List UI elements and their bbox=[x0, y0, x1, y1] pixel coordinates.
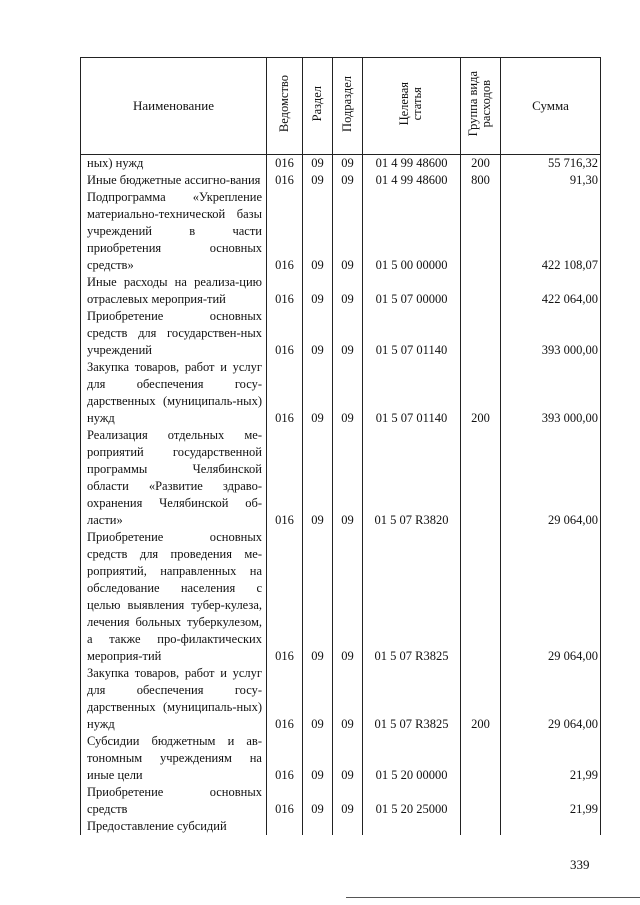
header-subsection-cell bbox=[333, 58, 363, 155]
row-department: 016 bbox=[267, 274, 303, 308]
row-department: 016 bbox=[267, 189, 303, 274]
row-sum: 21,99 bbox=[501, 784, 601, 818]
row-subsection: 09 bbox=[333, 274, 363, 308]
row-subsection: 09 bbox=[333, 529, 363, 665]
budget-table bbox=[80, 57, 601, 835]
row-subsection: 09 bbox=[333, 784, 363, 818]
row-sum: 422 108,07 bbox=[501, 189, 601, 274]
row-sum: 29 064,00 bbox=[501, 427, 601, 529]
row-sum: 393 000,00 bbox=[501, 359, 601, 427]
row-subsection: 09 bbox=[333, 308, 363, 359]
table-row bbox=[81, 427, 601, 529]
header-expense-group-cell bbox=[461, 58, 501, 155]
row-section: 09 bbox=[303, 427, 333, 529]
table-row bbox=[81, 172, 601, 189]
row-sum: 91,30 bbox=[501, 172, 601, 189]
row-name: Приобретение основных средств для государствен-ных учреждений bbox=[81, 308, 267, 359]
row-department: 016 bbox=[267, 308, 303, 359]
row-name: Подпрограмма «Укрепление материально-технической базы учреждений в части приобретения основных средств» bbox=[81, 189, 267, 274]
row-department bbox=[267, 818, 303, 835]
header-subsection: Подраздел bbox=[339, 76, 354, 132]
row-sum: 422 064,00 bbox=[501, 274, 601, 308]
header-department: Ведомство bbox=[276, 75, 291, 133]
row-expense-group bbox=[461, 308, 501, 359]
page-number: 339 bbox=[570, 857, 590, 872]
header-target: Целевая статья bbox=[397, 82, 425, 126]
row-name: Предоставление субсидий bbox=[81, 818, 267, 835]
row-name: Иные расходы на реализа-цию отраслевых мероприя-тий bbox=[81, 274, 267, 308]
table-row bbox=[81, 529, 601, 665]
table-row bbox=[81, 665, 601, 733]
row-department: 016 bbox=[267, 172, 303, 189]
row-sum bbox=[501, 818, 601, 835]
table-row bbox=[81, 189, 601, 274]
row-subsection: 09 bbox=[333, 155, 363, 173]
row-expense-group: 800 bbox=[461, 172, 501, 189]
row-name: Субсидии бюджетным и ав-тономным учреждениям на иные цели bbox=[81, 733, 267, 784]
row-section: 09 bbox=[303, 308, 333, 359]
table-row bbox=[81, 818, 601, 835]
row-subsection bbox=[333, 818, 363, 835]
row-section: 09 bbox=[303, 529, 333, 665]
row-name: ных) нужд bbox=[81, 155, 267, 173]
footer-rule bbox=[346, 897, 640, 898]
row-name: Закупка товаров, работ и услуг для обеспечения госу-дарственных (муниципаль-ных) нужд bbox=[81, 359, 267, 427]
row-expense-group bbox=[461, 529, 501, 665]
row-section: 09 bbox=[303, 189, 333, 274]
row-expense-group bbox=[461, 784, 501, 818]
table-header bbox=[81, 58, 601, 155]
row-department: 016 bbox=[267, 665, 303, 733]
row-target: 01 5 07 00000 bbox=[363, 274, 461, 308]
header-name: Наименование bbox=[81, 58, 267, 155]
row-department: 016 bbox=[267, 155, 303, 173]
row-sum: 55 716,32 bbox=[501, 155, 601, 173]
row-name: Реализация отдельных ме-роприятий государственной программы Челябинской области «Развитие здраво-охранения Челябинской об-ласти» bbox=[81, 427, 267, 529]
row-target: 01 5 07 R3825 bbox=[363, 665, 461, 733]
row-name: Иные бюджетные ассигно-вания bbox=[81, 172, 267, 189]
row-department: 016 bbox=[267, 529, 303, 665]
row-section: 09 bbox=[303, 274, 333, 308]
row-subsection: 09 bbox=[333, 189, 363, 274]
row-name: Приобретение основных средств bbox=[81, 784, 267, 818]
row-department: 016 bbox=[267, 733, 303, 784]
header-section-cell bbox=[303, 58, 333, 155]
row-section bbox=[303, 818, 333, 835]
row-target: 01 5 07 R3825 bbox=[363, 529, 461, 665]
table-row bbox=[81, 359, 601, 427]
row-section: 09 bbox=[303, 784, 333, 818]
row-expense-group bbox=[461, 189, 501, 274]
table-row bbox=[81, 155, 601, 173]
row-section: 09 bbox=[303, 155, 333, 173]
row-target: 01 5 20 25000 bbox=[363, 784, 461, 818]
row-sum: 29 064,00 bbox=[501, 665, 601, 733]
row-target: 01 5 07 R3820 bbox=[363, 427, 461, 529]
row-sum: 393 000,00 bbox=[501, 308, 601, 359]
header-expense-group: Группа вида расходов bbox=[466, 71, 494, 137]
row-expense-group: 200 bbox=[461, 665, 501, 733]
row-target: 01 4 99 48600 bbox=[363, 172, 461, 189]
row-target bbox=[363, 818, 461, 835]
budget-table-frame bbox=[80, 57, 600, 847]
row-target: 01 5 20 00000 bbox=[363, 733, 461, 784]
row-department: 016 bbox=[267, 427, 303, 529]
row-expense-group: 200 bbox=[461, 155, 501, 173]
header-sum: Сумма bbox=[501, 58, 601, 155]
row-department: 016 bbox=[267, 359, 303, 427]
table-row bbox=[81, 308, 601, 359]
row-subsection: 09 bbox=[333, 172, 363, 189]
row-name: Закупка товаров, работ и услуг для обеспечения госу-дарственных (муниципаль-ных) нужд bbox=[81, 665, 267, 733]
row-target: 01 5 07 01140 bbox=[363, 308, 461, 359]
row-name: Приобретение основных средств для проведения ме-роприятий, направленных на обследование населения с целью выявления тубер-кулеза, лечения больных туберкулезом, а также про-филактических мероприя-тий bbox=[81, 529, 267, 665]
row-target: 01 5 07 01140 bbox=[363, 359, 461, 427]
table-row bbox=[81, 733, 601, 784]
row-sum: 29 064,00 bbox=[501, 529, 601, 665]
row-expense-group bbox=[461, 427, 501, 529]
row-section: 09 bbox=[303, 172, 333, 189]
table-body bbox=[81, 155, 601, 836]
row-section: 09 bbox=[303, 359, 333, 427]
row-expense-group bbox=[461, 274, 501, 308]
row-target: 01 4 99 48600 bbox=[363, 155, 461, 173]
row-department: 016 bbox=[267, 784, 303, 818]
row-target: 01 5 00 00000 bbox=[363, 189, 461, 274]
table-row bbox=[81, 274, 601, 308]
header-section: Раздел bbox=[309, 86, 324, 122]
row-expense-group bbox=[461, 818, 501, 835]
row-section: 09 bbox=[303, 733, 333, 784]
row-expense-group bbox=[461, 733, 501, 784]
header-department-cell bbox=[267, 58, 303, 155]
row-subsection: 09 bbox=[333, 359, 363, 427]
row-expense-group: 200 bbox=[461, 359, 501, 427]
row-subsection: 09 bbox=[333, 427, 363, 529]
row-section: 09 bbox=[303, 665, 333, 733]
row-subsection: 09 bbox=[333, 665, 363, 733]
table-row bbox=[81, 784, 601, 818]
header-target-cell bbox=[363, 58, 461, 155]
row-sum: 21,99 bbox=[501, 733, 601, 784]
row-subsection: 09 bbox=[333, 733, 363, 784]
